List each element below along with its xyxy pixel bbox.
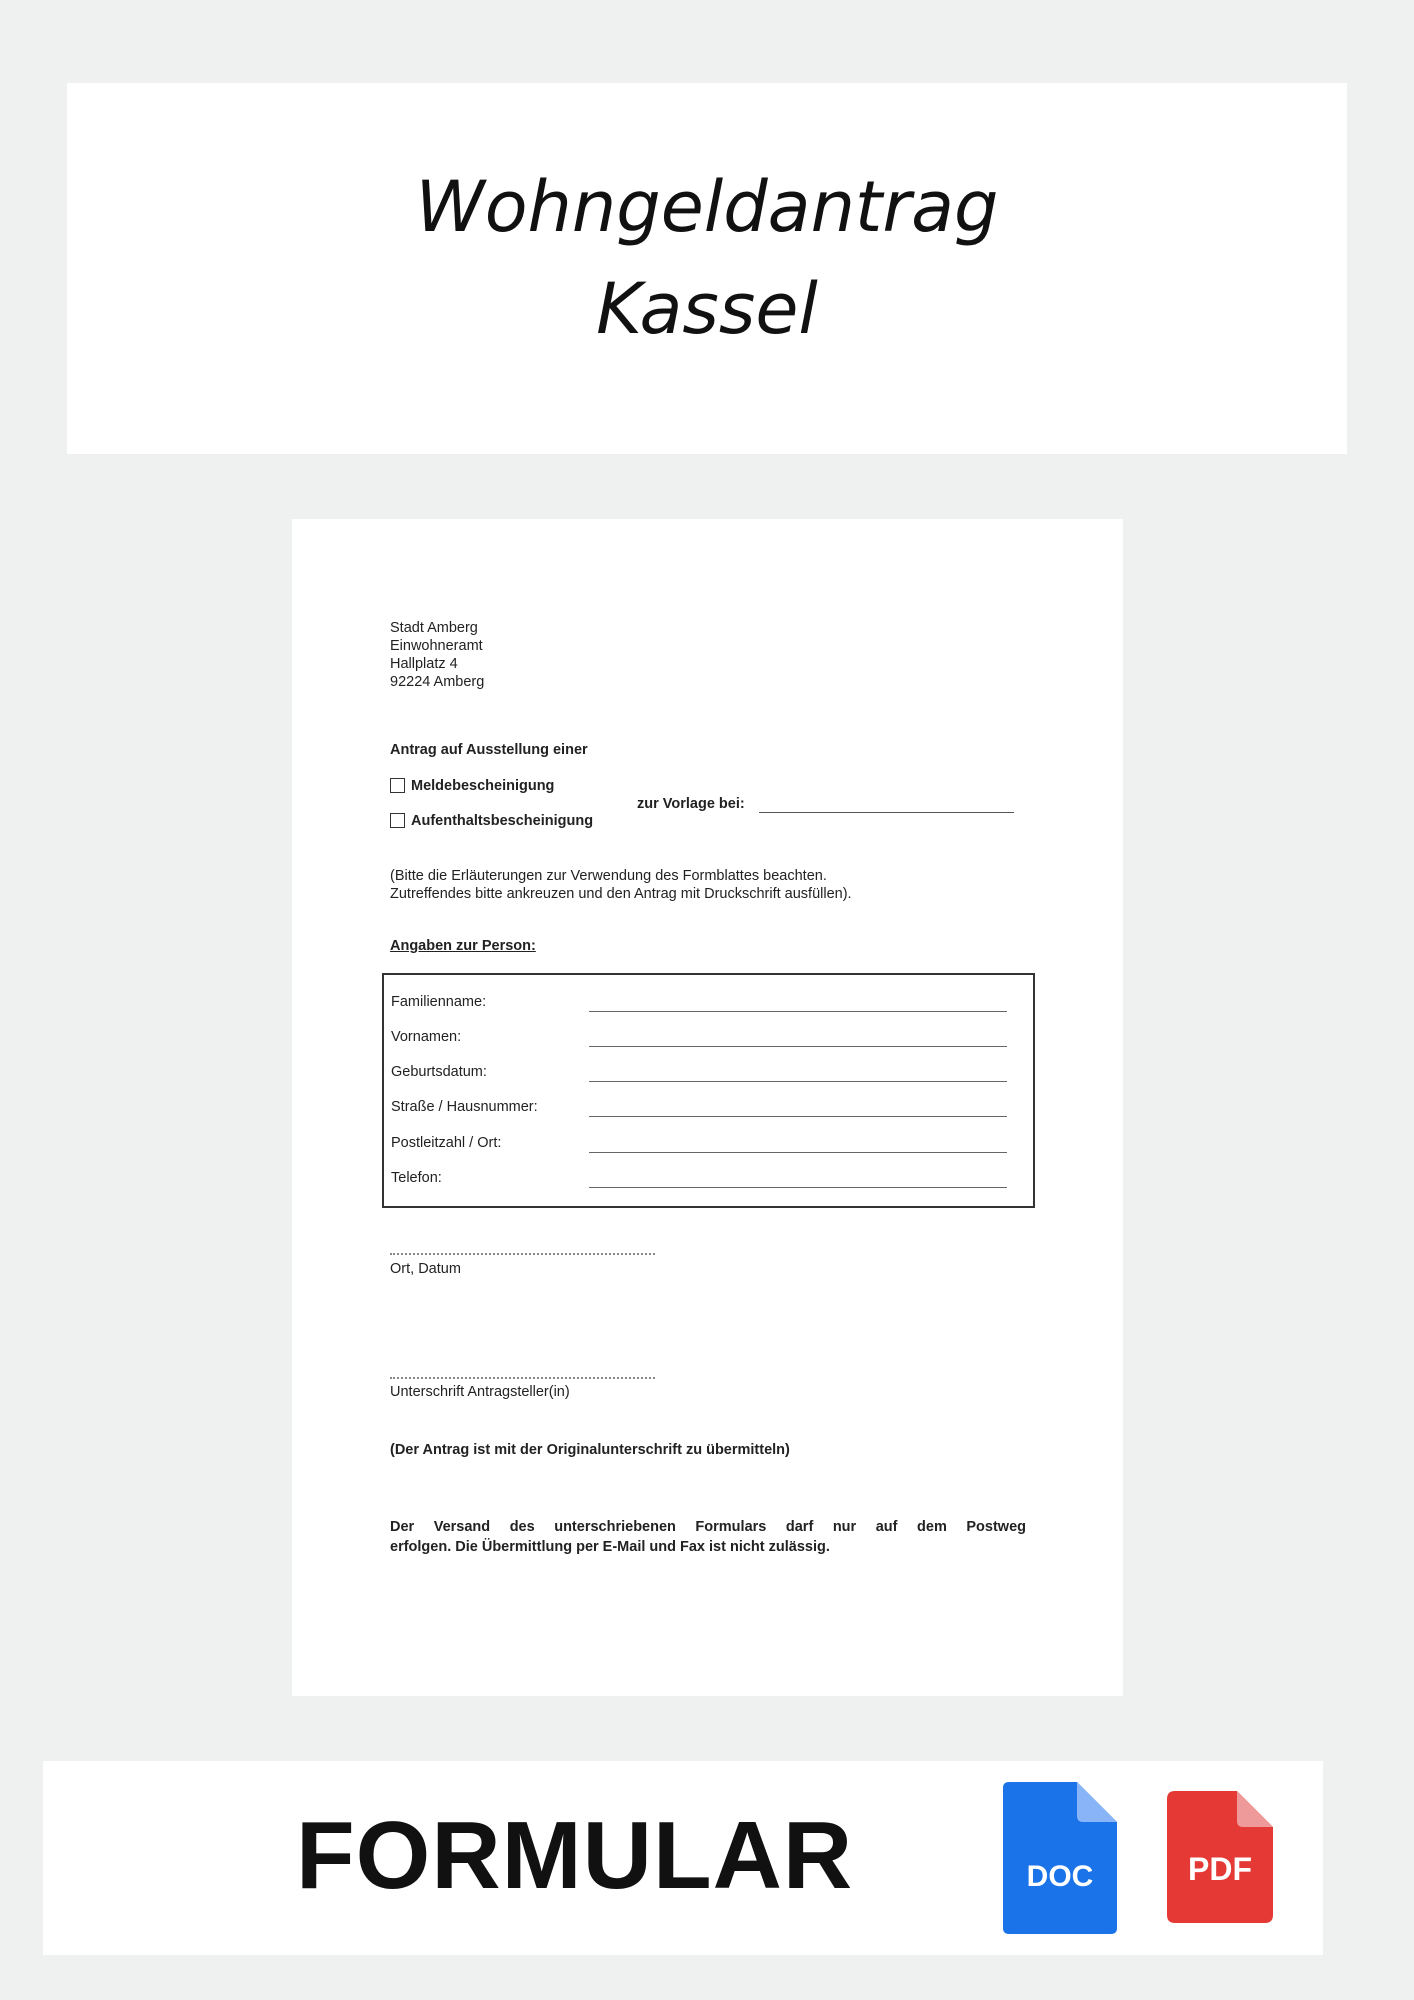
formular-label: FORMULAR xyxy=(296,1802,854,1909)
field-line[interactable] xyxy=(589,1152,1007,1153)
signature-line[interactable] xyxy=(390,1377,655,1379)
place-date-line[interactable] xyxy=(390,1253,655,1255)
option-label: Aufenthaltsbescheinigung xyxy=(411,813,594,829)
option-aufenthaltsbescheinigung[interactable] xyxy=(390,813,593,829)
shipping-note-line: erfolgen. Die Übermittlung per E-Mail und Fax ist nicht zulässig. xyxy=(390,1539,830,1555)
field-label: Familienname: xyxy=(391,994,487,1010)
option-meldebescheinigung[interactable] xyxy=(390,778,554,794)
field-line[interactable] xyxy=(589,1081,1007,1082)
shipping-note-line: Der Versand des unterschriebenen Formulars darf nur auf dem Postweg xyxy=(390,1519,1026,1535)
instructions xyxy=(390,867,852,903)
doc-file-icon[interactable] xyxy=(1003,1782,1117,1939)
person-heading: Angaben zur Person: xyxy=(390,938,536,954)
field-label: Telefon: xyxy=(391,1170,442,1186)
pdf-icon-label: PDF xyxy=(1188,1851,1252,1887)
submit-to-line[interactable] xyxy=(759,812,1014,813)
field-label: Postleitzahl / Ort: xyxy=(391,1135,502,1151)
doc-icon-label: DOC xyxy=(1026,1860,1094,1893)
person-fields-box xyxy=(382,973,1035,1208)
instruction-line: Zutreffendes bitte ankreuzen und den Antrag mit Druckschrift ausfüllen). xyxy=(390,886,852,902)
checkbox[interactable] xyxy=(390,778,405,793)
address-line: Hallplatz 4 xyxy=(390,656,458,672)
field-label: Vornamen: xyxy=(391,1029,462,1045)
signature-label: Unterschrift Antragsteller(in) xyxy=(390,1384,570,1400)
form-preview xyxy=(292,519,1123,1696)
instruction-line: (Bitte die Erläuterungen zur Verwendung des Formblattes beachten. xyxy=(390,868,827,884)
field-line[interactable] xyxy=(589,1046,1007,1047)
field-line[interactable] xyxy=(589,1116,1007,1117)
original-note: (Der Antrag ist mit der Originalunterschrift zu übermitteln) xyxy=(390,1442,790,1458)
title-line-1: Wohngeldantrag xyxy=(415,166,999,248)
title-line-2: Kassel xyxy=(596,268,818,350)
field-label: Straße / Hausnummer: xyxy=(391,1099,538,1115)
checkbox[interactable] xyxy=(390,813,405,828)
field-line[interactable] xyxy=(589,1187,1007,1188)
address-line: Einwohneramt xyxy=(390,638,483,654)
shipping-note xyxy=(390,1517,1026,1557)
field-line[interactable] xyxy=(589,1011,1007,1012)
place-date-label: Ort, Datum xyxy=(390,1261,461,1277)
address-line: 92224 Amberg xyxy=(390,674,485,690)
request-heading: Antrag auf Ausstellung einer xyxy=(390,742,588,758)
footer-band xyxy=(43,1761,1323,1955)
address-line: Stadt Amberg xyxy=(390,620,478,636)
option-label: Meldebescheinigung xyxy=(411,778,555,794)
field-label: Geburtsdatum: xyxy=(391,1064,487,1080)
address-block xyxy=(390,619,484,691)
pdf-file-icon[interactable] xyxy=(1167,1791,1273,1928)
title-banner xyxy=(67,83,1347,454)
submit-to-label: zur Vorlage bei: xyxy=(637,796,745,812)
